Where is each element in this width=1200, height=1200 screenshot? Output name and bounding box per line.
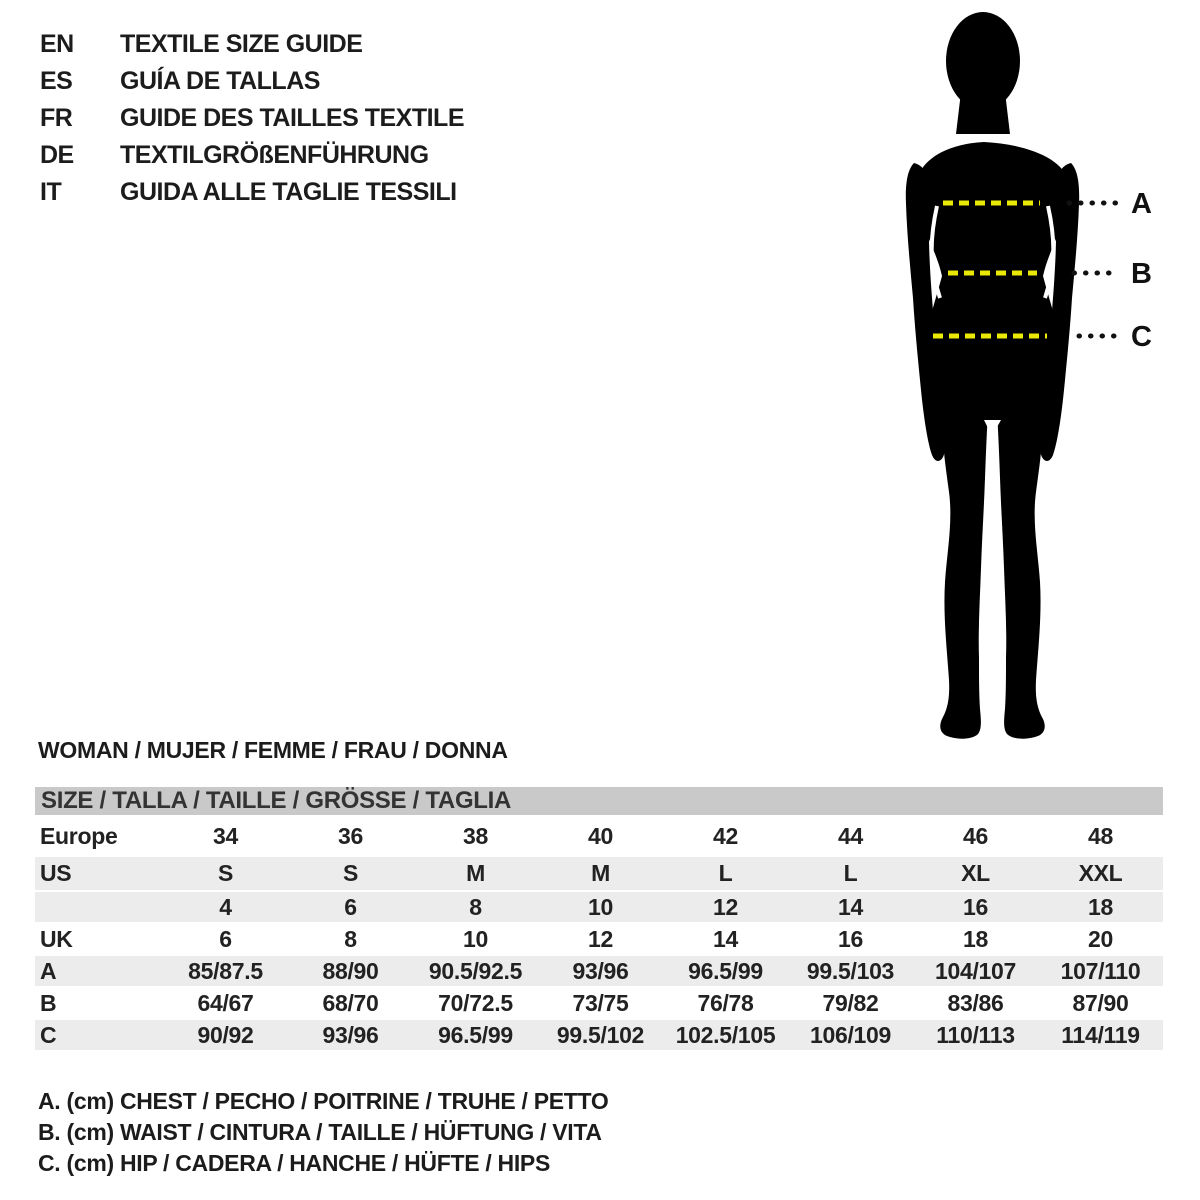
size-value-cell: 34 xyxy=(163,816,288,856)
size-value-cell: 93/96 xyxy=(288,1019,413,1051)
size-value-cell: 46 xyxy=(913,816,1038,856)
size-value-cell: 6 xyxy=(163,923,288,955)
language-title: GUIDA ALLE TAGLIE TESSILI xyxy=(120,178,457,206)
size-value-cell: 10 xyxy=(413,923,538,955)
language-title: TEXTILE SIZE GUIDE xyxy=(120,30,363,58)
size-value-cell: 90.5/92.5 xyxy=(413,955,538,987)
size-value-cell: 14 xyxy=(663,923,788,955)
size-value-cell: 44 xyxy=(788,816,913,856)
size-value-cell: S xyxy=(288,856,413,891)
size-value-cell: 20 xyxy=(1038,923,1163,955)
size-table-body xyxy=(35,787,1163,1051)
row-label xyxy=(35,891,163,923)
language-title: GUÍA DE TALLAS xyxy=(120,67,320,95)
size-table-row xyxy=(35,1019,1163,1051)
row-label: US xyxy=(35,856,163,891)
legend-line: A. (cm) CHEST / PECHO / POITRINE / TRUHE / PETTO xyxy=(38,1088,609,1114)
language-code: EN xyxy=(40,30,74,58)
size-value-cell: 48 xyxy=(1038,816,1163,856)
language-row xyxy=(40,100,464,137)
size-value-cell: L xyxy=(788,856,913,891)
row-label: A xyxy=(35,955,163,987)
size-table-header-row xyxy=(35,787,1163,816)
size-value-cell: 106/109 xyxy=(788,1019,913,1051)
size-value-cell: 102.5/105 xyxy=(663,1019,788,1051)
size-value-cell: 18 xyxy=(1038,891,1163,923)
size-value-cell: 6 xyxy=(288,891,413,923)
size-value-cell: M xyxy=(413,856,538,891)
size-value-cell: 16 xyxy=(788,923,913,955)
size-value-cell: 38 xyxy=(413,816,538,856)
size-value-cell: 110/113 xyxy=(913,1019,1038,1051)
language-code: ES xyxy=(40,67,73,95)
size-value-cell: 42 xyxy=(663,816,788,856)
size-value-cell: 114/119 xyxy=(1038,1019,1163,1051)
size-table-row xyxy=(35,816,1163,856)
language-row xyxy=(40,26,464,63)
marker-label-a: A xyxy=(1131,188,1152,220)
size-value-cell: S xyxy=(163,856,288,891)
size-value-cell: 99.5/102 xyxy=(538,1019,663,1051)
language-row xyxy=(40,63,464,100)
size-value-cell: 107/110 xyxy=(1038,955,1163,987)
language-title: GUIDE DES TAILLES TEXTILE xyxy=(120,104,465,132)
language-row xyxy=(40,137,464,174)
size-value-cell: 93/96 xyxy=(538,955,663,987)
size-table-row xyxy=(35,891,1163,923)
size-value-cell: 18 xyxy=(913,923,1038,955)
size-value-cell: 88/90 xyxy=(288,955,413,987)
size-value-cell: 8 xyxy=(288,923,413,955)
language-code: IT xyxy=(40,178,62,206)
legend-line: C. (cm) HIP / CADERA / HANCHE / HÜFTE / HIPS xyxy=(38,1150,551,1176)
size-value-cell: XXL xyxy=(1038,856,1163,891)
size-table xyxy=(35,787,1163,1052)
size-value-cell: XL xyxy=(913,856,1038,891)
size-table-row xyxy=(35,987,1163,1019)
size-value-cell: 83/86 xyxy=(913,987,1038,1019)
size-value-cell: 96.5/99 xyxy=(413,1019,538,1051)
size-value-cell: 36 xyxy=(288,816,413,856)
language-code: DE xyxy=(40,141,74,169)
size-value-cell: 68/70 xyxy=(288,987,413,1019)
size-value-cell: M xyxy=(538,856,663,891)
size-value-cell: 96.5/99 xyxy=(663,955,788,987)
measurement-legend xyxy=(38,1086,608,1179)
woman-silhouette xyxy=(906,12,1079,739)
size-value-cell: 76/78 xyxy=(663,987,788,1019)
marker-label-b: B xyxy=(1131,258,1152,290)
row-label: Europe xyxy=(35,816,163,856)
size-value-cell: L xyxy=(663,856,788,891)
size-value-cell: 79/82 xyxy=(788,987,913,1019)
size-value-cell: 40 xyxy=(538,816,663,856)
size-value-cell: 16 xyxy=(913,891,1038,923)
row-label: B xyxy=(35,987,163,1019)
size-value-cell: 64/67 xyxy=(163,987,288,1019)
language-title: TEXTILGRÖßENFÜHRUNG xyxy=(120,141,429,169)
silhouette-svg xyxy=(850,0,1200,750)
section-title: WOMAN / MUJER / FEMME / FRAU / DONNA xyxy=(38,737,508,763)
size-value-cell: 10 xyxy=(538,891,663,923)
row-label: C xyxy=(35,1019,163,1051)
size-value-cell: 14 xyxy=(788,891,913,923)
size-value-cell: 4 xyxy=(163,891,288,923)
row-label: UK xyxy=(35,923,163,955)
language-row xyxy=(40,174,464,211)
size-value-cell: 12 xyxy=(663,891,788,923)
legend-line: B. (cm) WAIST / CINTURA / TAILLE / HÜFTUNG / VITA xyxy=(38,1119,602,1145)
size-value-cell: 8 xyxy=(413,891,538,923)
size-value-cell: 73/75 xyxy=(538,987,663,1019)
size-table-row xyxy=(35,923,1163,955)
language-code: FR xyxy=(40,104,73,132)
size-table-header: SIZE / TALLA / TAILLE / GRÖSSE / TAGLIA xyxy=(35,787,1163,816)
language-list xyxy=(40,26,464,211)
size-value-cell: 90/92 xyxy=(163,1019,288,1051)
size-table-row xyxy=(35,955,1163,987)
size-value-cell: 87/90 xyxy=(1038,987,1163,1019)
size-value-cell: 85/87.5 xyxy=(163,955,288,987)
size-value-cell: 12 xyxy=(538,923,663,955)
size-value-cell: 104/107 xyxy=(913,955,1038,987)
size-value-cell: 99.5/103 xyxy=(788,955,913,987)
size-value-cell: 70/72.5 xyxy=(413,987,538,1019)
size-table-row xyxy=(35,856,1163,891)
woman-silhouette-figure xyxy=(850,0,1200,750)
marker-label-c: C xyxy=(1131,321,1152,353)
